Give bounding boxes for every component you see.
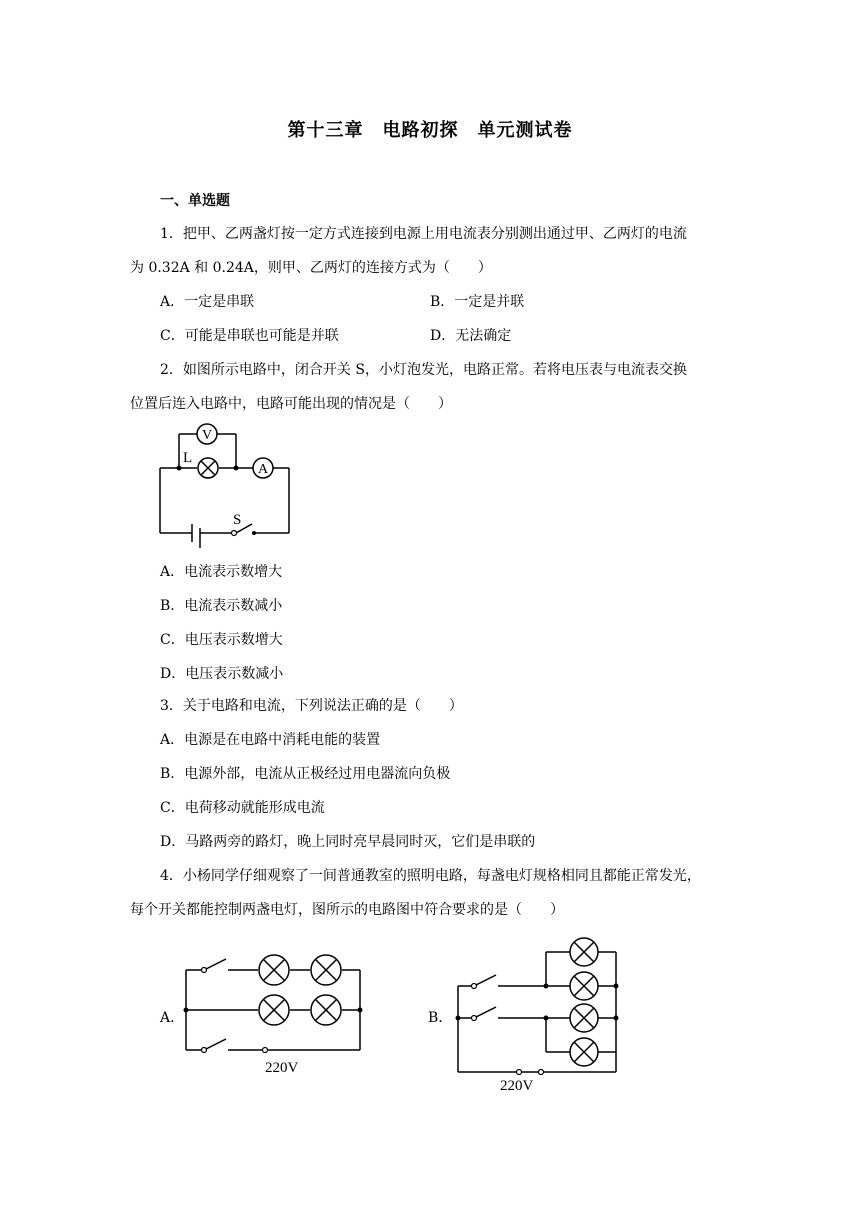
- q4-option-a-voltage: 220V: [265, 1060, 299, 1076]
- q3-option-c: C．电荷移动就能形成电流: [160, 800, 325, 816]
- q1-stem-line1: 1．把甲、乙两盏灯按一定方式连接到电源上用电流表分别测出通过甲、乙两灯的电流: [160, 226, 687, 242]
- ammeter-label: A: [257, 462, 269, 477]
- q4-option-a-label: A.: [160, 1010, 175, 1026]
- q1-stem-line2: 为 0.32A 和 0.24A，则甲、乙两灯的连接方式为（ ）: [130, 260, 492, 276]
- q4-option-a-diagram: [176, 950, 376, 1080]
- q1-option-d: D．无法确定: [430, 328, 512, 344]
- q2-option-d: D．电压表示数减小: [160, 666, 284, 682]
- q4-stem-line2: 每个开关都能控制两盏电灯，图所示的电路图中符合要求的是（ ）: [130, 902, 564, 918]
- q2-option-b: B．电流表示数减小: [160, 598, 283, 614]
- q2-stem-line2: 位置后连入电路中，电路可能出现的情况是（ ）: [130, 396, 452, 412]
- q1-option-a: A．一定是串联: [160, 294, 255, 310]
- q3-option-d: D．马路两旁的路灯，晚上同时亮早晨同时灭，它们是串联的: [160, 834, 536, 850]
- section-heading: 一、单选题: [160, 193, 230, 209]
- q2-circuit-diagram: [150, 420, 300, 555]
- q2-option-c: C．电压表示数增大: [160, 632, 283, 648]
- q4-option-b-diagram: [446, 932, 636, 1094]
- page-title: 第十三章 电路初探 单元测试卷: [287, 120, 573, 141]
- q2-option-a: A．电流表示数增大: [160, 564, 283, 580]
- lamp-label: L: [183, 450, 193, 466]
- q3-option-b: B．电源外部，电流从正极经过用电器流向负极: [160, 766, 451, 782]
- q4-option-b-voltage: 220V: [500, 1078, 534, 1094]
- q4-stem-line1: 4．小杨同学仔细观察了一间普通教室的照明电路，每盏电灯规格相同且都能正常发光，: [160, 868, 701, 884]
- switch-label: S: [233, 512, 242, 528]
- q1-option-b: B．一定是并联: [430, 294, 525, 310]
- q3-stem: 3．关于电路和电流，下列说法正确的是（ ）: [160, 698, 463, 714]
- q4-option-b-label: B.: [428, 1010, 443, 1026]
- switch-symbol: [232, 531, 237, 536]
- q3-option-a: A．电源是在电路中消耗电能的装置: [160, 732, 381, 748]
- q2-stem-line1: 2．如图所示电路中，闭合开关 S，小灯泡发光，电路正常。若将电压表与电流表交换: [160, 362, 687, 378]
- voltmeter-label: V: [201, 428, 213, 443]
- q1-option-c: C．可能是串联也可能是并联: [160, 328, 339, 344]
